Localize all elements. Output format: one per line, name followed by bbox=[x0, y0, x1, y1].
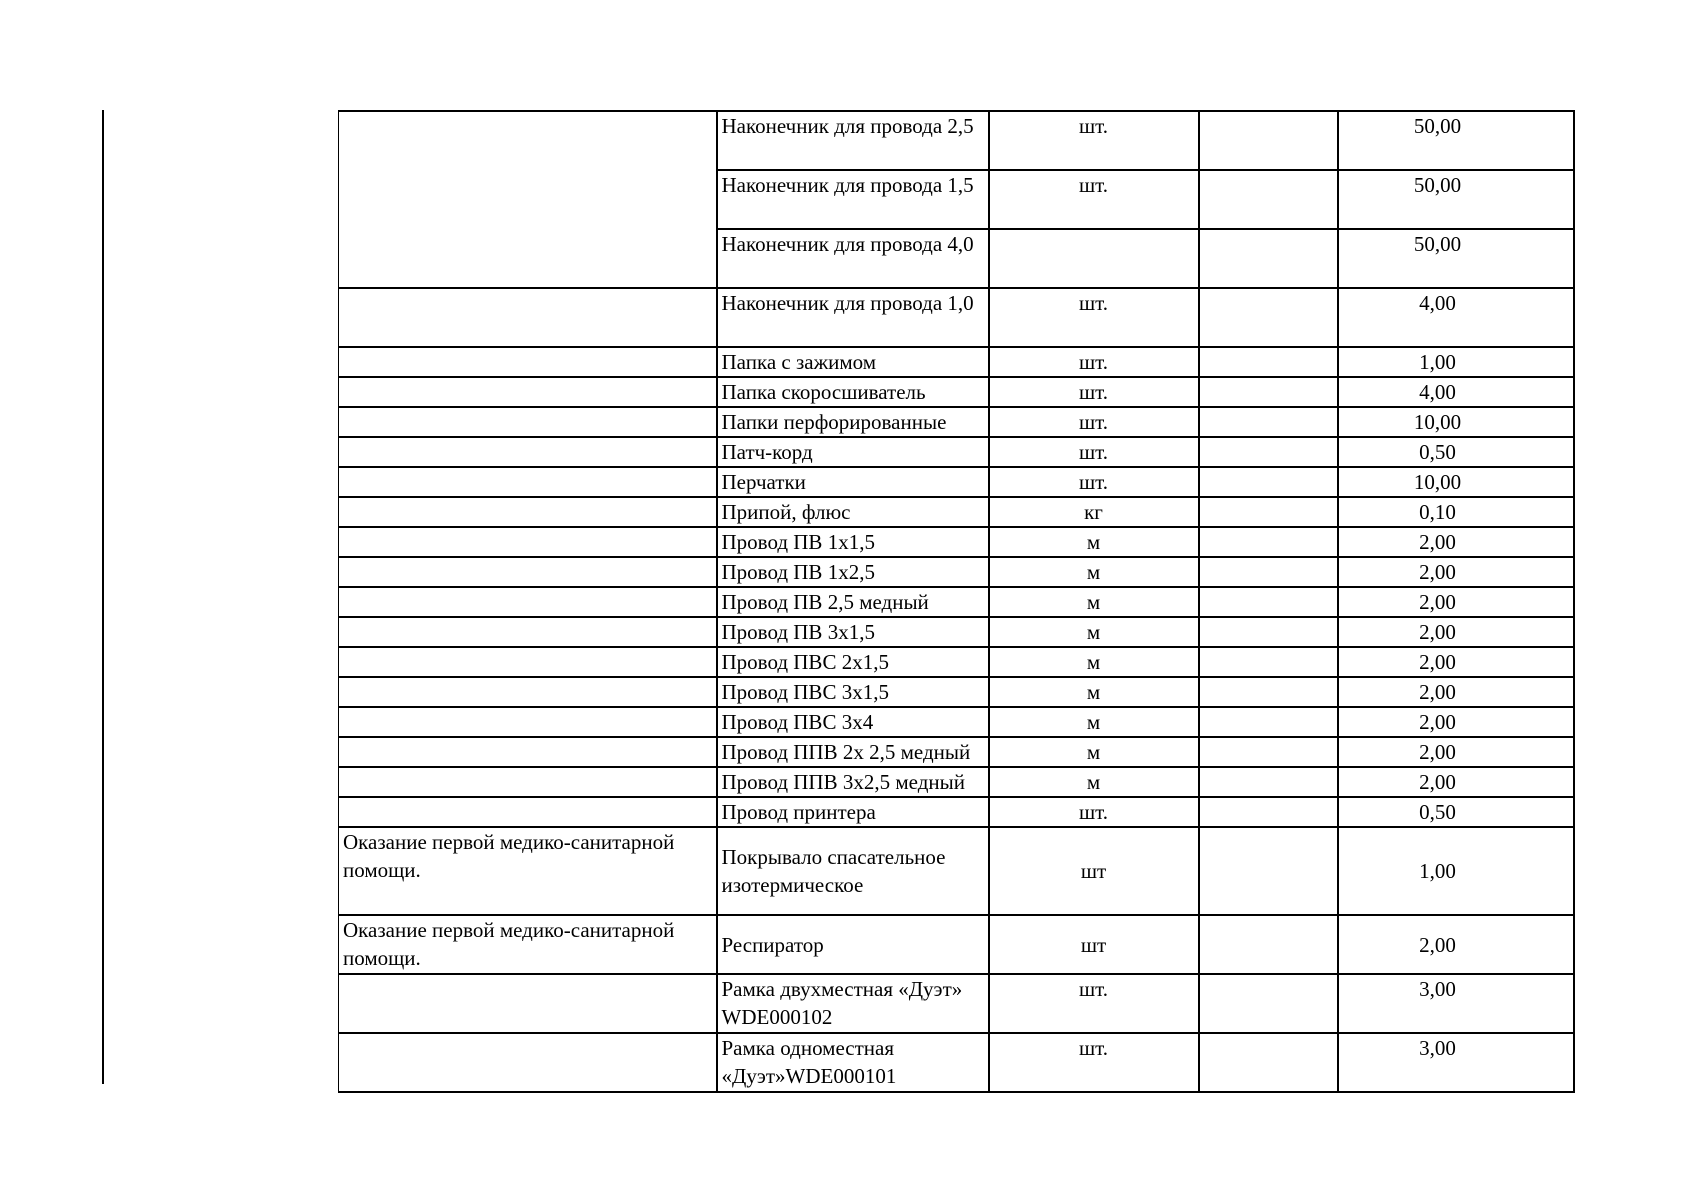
quantity-cell: 2,00 bbox=[1338, 677, 1574, 707]
item-cell: Наконечник для провода 1,0 bbox=[717, 288, 989, 347]
quantity-cell: 10,00 bbox=[1338, 467, 1574, 497]
item-cell: Патч-корд bbox=[717, 437, 989, 467]
unit-cell: м bbox=[989, 617, 1199, 647]
table-row bbox=[339, 437, 1574, 467]
price-cell bbox=[1199, 527, 1338, 557]
category-cell bbox=[339, 707, 717, 737]
table-row bbox=[339, 407, 1574, 437]
quantity-cell: 50,00 bbox=[1338, 170, 1574, 229]
category-cell bbox=[339, 1033, 717, 1092]
category-cell bbox=[339, 467, 717, 497]
category-cell bbox=[339, 677, 717, 707]
table-row bbox=[339, 767, 1574, 797]
item-cell: Рамка двухместная «Дуэт» WDE000102 bbox=[717, 974, 989, 1033]
quantity-cell: 50,00 bbox=[1338, 229, 1574, 288]
table-row bbox=[339, 229, 1574, 288]
table-row bbox=[339, 707, 1574, 737]
price-cell bbox=[1199, 347, 1338, 377]
unit-cell: шт bbox=[989, 915, 1199, 974]
table-row bbox=[339, 111, 1574, 170]
category-cell: Оказание первой медико-санитарной помощи. bbox=[339, 827, 717, 915]
left-margin-rule bbox=[102, 110, 104, 1084]
quantity-cell: 2,00 bbox=[1338, 617, 1574, 647]
unit-cell: шт. bbox=[989, 797, 1199, 827]
table-row bbox=[339, 677, 1574, 707]
quantity-cell: 2,00 bbox=[1338, 647, 1574, 677]
price-cell bbox=[1199, 557, 1338, 587]
materials-table bbox=[338, 110, 1575, 1093]
unit-cell: шт. bbox=[989, 437, 1199, 467]
category-cell bbox=[339, 111, 717, 170]
table-row bbox=[339, 737, 1574, 767]
item-cell: Наконечник для провода 1,5 bbox=[717, 170, 989, 229]
category-cell bbox=[339, 587, 717, 617]
price-cell bbox=[1199, 497, 1338, 527]
quantity-cell: 1,00 bbox=[1338, 347, 1574, 377]
item-cell: Провод ППВ 2х 2,5 медный bbox=[717, 737, 989, 767]
price-cell bbox=[1199, 797, 1338, 827]
table-row bbox=[339, 1033, 1574, 1092]
item-cell: Провод принтера bbox=[717, 797, 989, 827]
unit-cell: м bbox=[989, 707, 1199, 737]
category-cell bbox=[339, 767, 717, 797]
unit-cell: шт bbox=[989, 827, 1199, 915]
unit-cell: м bbox=[989, 737, 1199, 767]
unit-cell: шт. bbox=[989, 974, 1199, 1033]
table-row bbox=[339, 647, 1574, 677]
category-cell bbox=[339, 617, 717, 647]
quantity-cell: 2,00 bbox=[1338, 707, 1574, 737]
unit-cell: шт. bbox=[989, 407, 1199, 437]
item-cell: Наконечник для провода 4,0 bbox=[717, 229, 989, 288]
price-cell bbox=[1199, 677, 1338, 707]
quantity-cell: 10,00 bbox=[1338, 407, 1574, 437]
item-cell: Перчатки bbox=[717, 467, 989, 497]
quantity-cell: 2,00 bbox=[1338, 915, 1574, 974]
price-cell bbox=[1199, 767, 1338, 797]
table-row bbox=[339, 170, 1574, 229]
table-row bbox=[339, 288, 1574, 347]
unit-cell: м bbox=[989, 527, 1199, 557]
category-cell bbox=[339, 497, 717, 527]
unit-cell bbox=[989, 229, 1199, 288]
unit-cell: шт. bbox=[989, 111, 1199, 170]
item-cell: Провод ПВС 3х4 bbox=[717, 707, 989, 737]
category-cell bbox=[339, 527, 717, 557]
quantity-cell: 3,00 bbox=[1338, 1033, 1574, 1092]
quantity-cell: 0,10 bbox=[1338, 497, 1574, 527]
unit-cell: шт. bbox=[989, 467, 1199, 497]
table-row bbox=[339, 587, 1574, 617]
item-cell: Покрывало спасательное изотермическое bbox=[717, 827, 989, 915]
unit-cell: шт. bbox=[989, 1033, 1199, 1092]
item-cell: Папки перфорированные bbox=[717, 407, 989, 437]
category-cell bbox=[339, 407, 717, 437]
unit-cell: шт. bbox=[989, 170, 1199, 229]
category-cell bbox=[339, 288, 717, 347]
table-row bbox=[339, 797, 1574, 827]
table-row bbox=[339, 527, 1574, 557]
unit-cell: м bbox=[989, 557, 1199, 587]
price-cell bbox=[1199, 111, 1338, 170]
item-cell: Провод ПВ 2,5 медный bbox=[717, 587, 989, 617]
price-cell bbox=[1199, 827, 1338, 915]
item-cell: Провод ПВ 1х1,5 bbox=[717, 527, 989, 557]
category-cell bbox=[339, 797, 717, 827]
category-cell bbox=[339, 229, 717, 288]
price-cell bbox=[1199, 915, 1338, 974]
category-cell bbox=[339, 437, 717, 467]
item-cell: Рамка одноместная «Дуэт»WDE000101 bbox=[717, 1033, 989, 1092]
quantity-cell: 1,00 bbox=[1338, 827, 1574, 915]
price-cell bbox=[1199, 467, 1338, 497]
item-cell: Провод ПВС 2х1,5 bbox=[717, 647, 989, 677]
unit-cell: м bbox=[989, 587, 1199, 617]
category-cell bbox=[339, 377, 717, 407]
unit-cell: м bbox=[989, 647, 1199, 677]
category-cell bbox=[339, 974, 717, 1033]
price-cell bbox=[1199, 974, 1338, 1033]
table-row bbox=[339, 974, 1574, 1033]
unit-cell: м bbox=[989, 677, 1199, 707]
quantity-cell: 4,00 bbox=[1338, 288, 1574, 347]
quantity-cell: 50,00 bbox=[1338, 111, 1574, 170]
table-row bbox=[339, 617, 1574, 647]
category-cell bbox=[339, 347, 717, 377]
quantity-cell: 2,00 bbox=[1338, 587, 1574, 617]
unit-cell: м bbox=[989, 767, 1199, 797]
price-cell bbox=[1199, 647, 1338, 677]
table-row bbox=[339, 377, 1574, 407]
item-cell: Папка скоросшиватель bbox=[717, 377, 989, 407]
unit-cell: шт. bbox=[989, 347, 1199, 377]
quantity-cell: 4,00 bbox=[1338, 377, 1574, 407]
price-cell bbox=[1199, 377, 1338, 407]
quantity-cell: 0,50 bbox=[1338, 437, 1574, 467]
item-cell: Респиратор bbox=[717, 915, 989, 974]
item-cell: Провод ППВ 3х2,5 медный bbox=[717, 767, 989, 797]
item-cell: Провод ПВ 3х1,5 bbox=[717, 617, 989, 647]
unit-cell: кг bbox=[989, 497, 1199, 527]
table-row bbox=[339, 347, 1574, 377]
unit-cell: шт. bbox=[989, 288, 1199, 347]
price-cell bbox=[1199, 407, 1338, 437]
price-cell bbox=[1199, 1033, 1338, 1092]
price-cell bbox=[1199, 707, 1338, 737]
table-row bbox=[339, 557, 1574, 587]
category-cell bbox=[339, 737, 717, 767]
quantity-cell: 2,00 bbox=[1338, 557, 1574, 587]
quantity-cell: 2,00 bbox=[1338, 737, 1574, 767]
price-cell bbox=[1199, 587, 1338, 617]
table-row bbox=[339, 467, 1574, 497]
item-cell: Провод ПВ 1х2,5 bbox=[717, 557, 989, 587]
quantity-cell: 2,00 bbox=[1338, 767, 1574, 797]
category-cell bbox=[339, 170, 717, 229]
price-cell bbox=[1199, 170, 1338, 229]
quantity-cell: 0,50 bbox=[1338, 797, 1574, 827]
price-cell bbox=[1199, 737, 1338, 767]
item-cell: Наконечник для провода 2,5 bbox=[717, 111, 989, 170]
category-cell: Оказание первой медико-санитарной помощи. bbox=[339, 915, 717, 974]
category-cell bbox=[339, 647, 717, 677]
item-cell: Папка с зажимом bbox=[717, 347, 989, 377]
item-cell: Припой, флюс bbox=[717, 497, 989, 527]
item-cell: Провод ПВС 3х1,5 bbox=[717, 677, 989, 707]
price-cell bbox=[1199, 437, 1338, 467]
price-cell bbox=[1199, 229, 1338, 288]
price-cell bbox=[1199, 288, 1338, 347]
quantity-cell: 3,00 bbox=[1338, 974, 1574, 1033]
table-row bbox=[339, 497, 1574, 527]
category-cell bbox=[339, 557, 717, 587]
quantity-cell: 2,00 bbox=[1338, 527, 1574, 557]
table-row bbox=[339, 827, 1574, 915]
table-row bbox=[339, 915, 1574, 974]
price-cell bbox=[1199, 617, 1338, 647]
unit-cell: шт. bbox=[989, 377, 1199, 407]
